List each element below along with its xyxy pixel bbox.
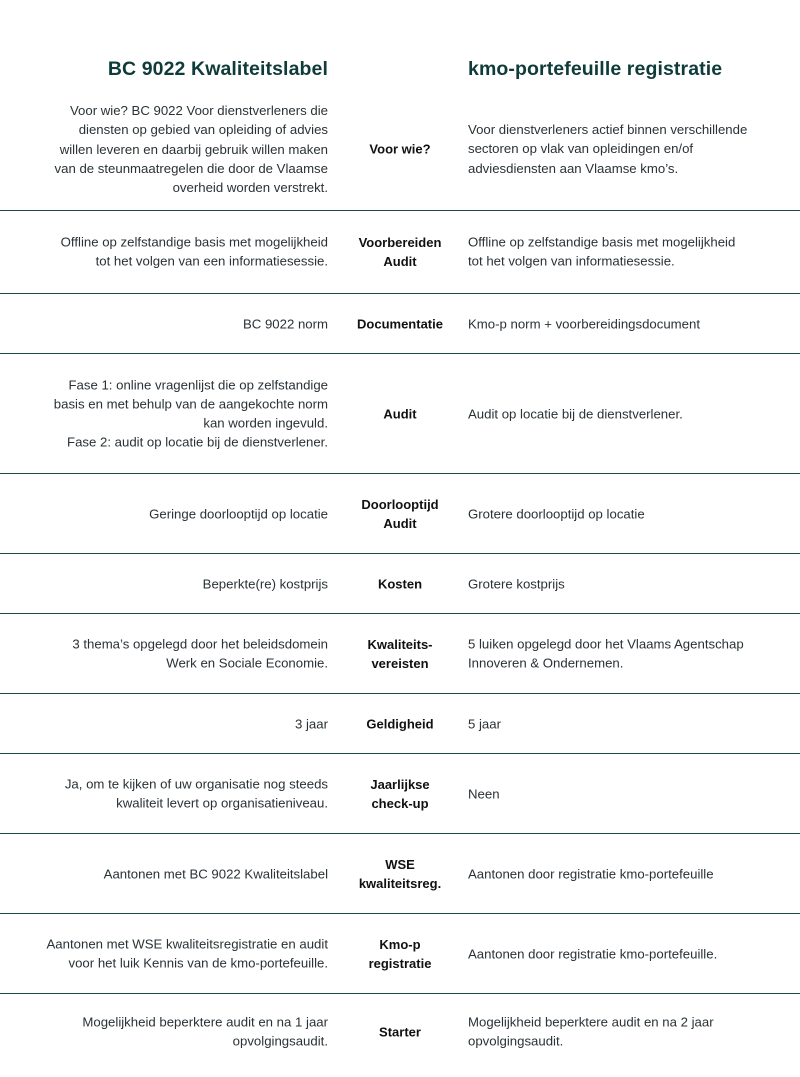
- row-label: Voorbereiden Audit: [358, 235, 442, 269]
- row-label: Documentatie: [357, 316, 443, 331]
- table-row-wse-kwaliteitsreg: [0, 834, 800, 914]
- left-cell: Offline op zelfstandige basis met mogelijkheid tot het volgen van een informatiesessie.: [60, 234, 328, 269]
- right-cell: Mogelijkheid beperktere audit en na 2 jaar opvolgingsaudit.: [468, 1014, 714, 1049]
- right-cell: Voor dienstverleners actief binnen verschillende sectoren op vlak van opleidingen en/of adviesdiensten aan Vlaamse kmo’s.: [468, 122, 748, 176]
- left-cell: Beperkte(re) kostprijs: [202, 575, 328, 591]
- left-cell: Mogelijkheid beperktere audit en na 1 jaar opvolgingsaudit.: [82, 1014, 328, 1049]
- left-cell: BC 9022 norm: [242, 315, 328, 331]
- left-cell: 3 jaar: [295, 715, 328, 731]
- table-row-audit: [0, 354, 800, 474]
- right-cell: Grotere kostprijs: [468, 575, 565, 591]
- row-label: Audit: [383, 406, 417, 421]
- row-label: Geldigheid: [366, 716, 434, 731]
- row-label: WSE kwaliteitsreg.: [358, 856, 442, 891]
- left-cell: Aantonen met BC 9022 Kwaliteitslabel: [103, 865, 328, 881]
- row-label: Starter: [379, 1024, 421, 1040]
- row-label: Voor wie?: [369, 141, 431, 157]
- right-cell: Offline op zelfstandige basis met mogelijkheid tot het volgen van informatiesessie.: [468, 234, 736, 269]
- right-cell: Audit op locatie bij de dienstverlener.: [468, 405, 683, 421]
- row-label: Kmo-p registratie: [368, 936, 432, 971]
- column-headers: [0, 56, 800, 82]
- row-label: Jaarlijkse check-up: [370, 776, 430, 811]
- table-row-kwaliteitsvereisten: [0, 614, 800, 694]
- table-row-voorbereiden-audit: [0, 211, 800, 294]
- header-bc9022: BC 9022 Kwaliteitslabel: [107, 58, 328, 80]
- table-row-voor-wie: [0, 88, 800, 211]
- right-cell: Neen: [468, 785, 500, 801]
- table-row-jaarlijkse-check-up: [0, 754, 800, 834]
- row-label: Kosten: [377, 576, 423, 591]
- left-cell: Fase 1: online vragenlijst die op zelfstandige basis en met behulp van de aangekochte norm kan worden ingevuld. Fase 2: audit op locatie bij de dienstverlener.: [53, 376, 328, 450]
- row-label: Doorlooptijd Audit: [361, 496, 439, 531]
- table-row-starter: [0, 994, 800, 1070]
- table-row-kosten: [0, 554, 800, 614]
- right-cell: Grotere doorlooptijd op locatie: [468, 505, 645, 521]
- row-label: Kwaliteits- vereisten: [367, 636, 433, 671]
- table-row-documentatie: [0, 294, 800, 354]
- header-kmo-portefeuille: kmo-portefeuille registratie: [468, 58, 723, 80]
- table-row-doorlooptijd-audit: [0, 474, 800, 554]
- right-cell: 5 jaar: [468, 715, 501, 731]
- right-cell: Aantonen door registratie kmo-portefeuille.: [468, 945, 718, 961]
- left-cell: 3 thema’s opgelegd door het beleidsdomein Werk en Sociale Economie.: [72, 636, 328, 671]
- right-cell: 5 luiken opgelegd door het Vlaams Agentschap Innoveren & Ondernemen.: [468, 636, 744, 671]
- right-cell: Kmo-p norm + voorbereidingsdocument: [468, 315, 700, 331]
- left-cell: Ja, om te kijken of uw organisatie nog steeds kwaliteit levert op organisatieniveau.: [64, 776, 328, 811]
- table-row-kmo-p-registratie: [0, 914, 800, 994]
- right-cell: Aantonen door registratie kmo-portefeuille: [468, 865, 714, 881]
- left-cell: Voor wie? BC 9022 Voor dienstverleners die diensten op gebied van opleiding of advies willen leveren en daarbij gebruik willen maken van de steunmaatregelen die door de Vlaamse overheid worden verstrekt.: [54, 102, 328, 195]
- left-cell: Aantonen met WSE kwaliteitsregistratie en audit voor het luik Kennis van de kmo-portefeuille.: [46, 936, 328, 971]
- table-row-geldigheid: [0, 694, 800, 754]
- left-cell: Geringe doorlooptijd op locatie: [149, 505, 328, 521]
